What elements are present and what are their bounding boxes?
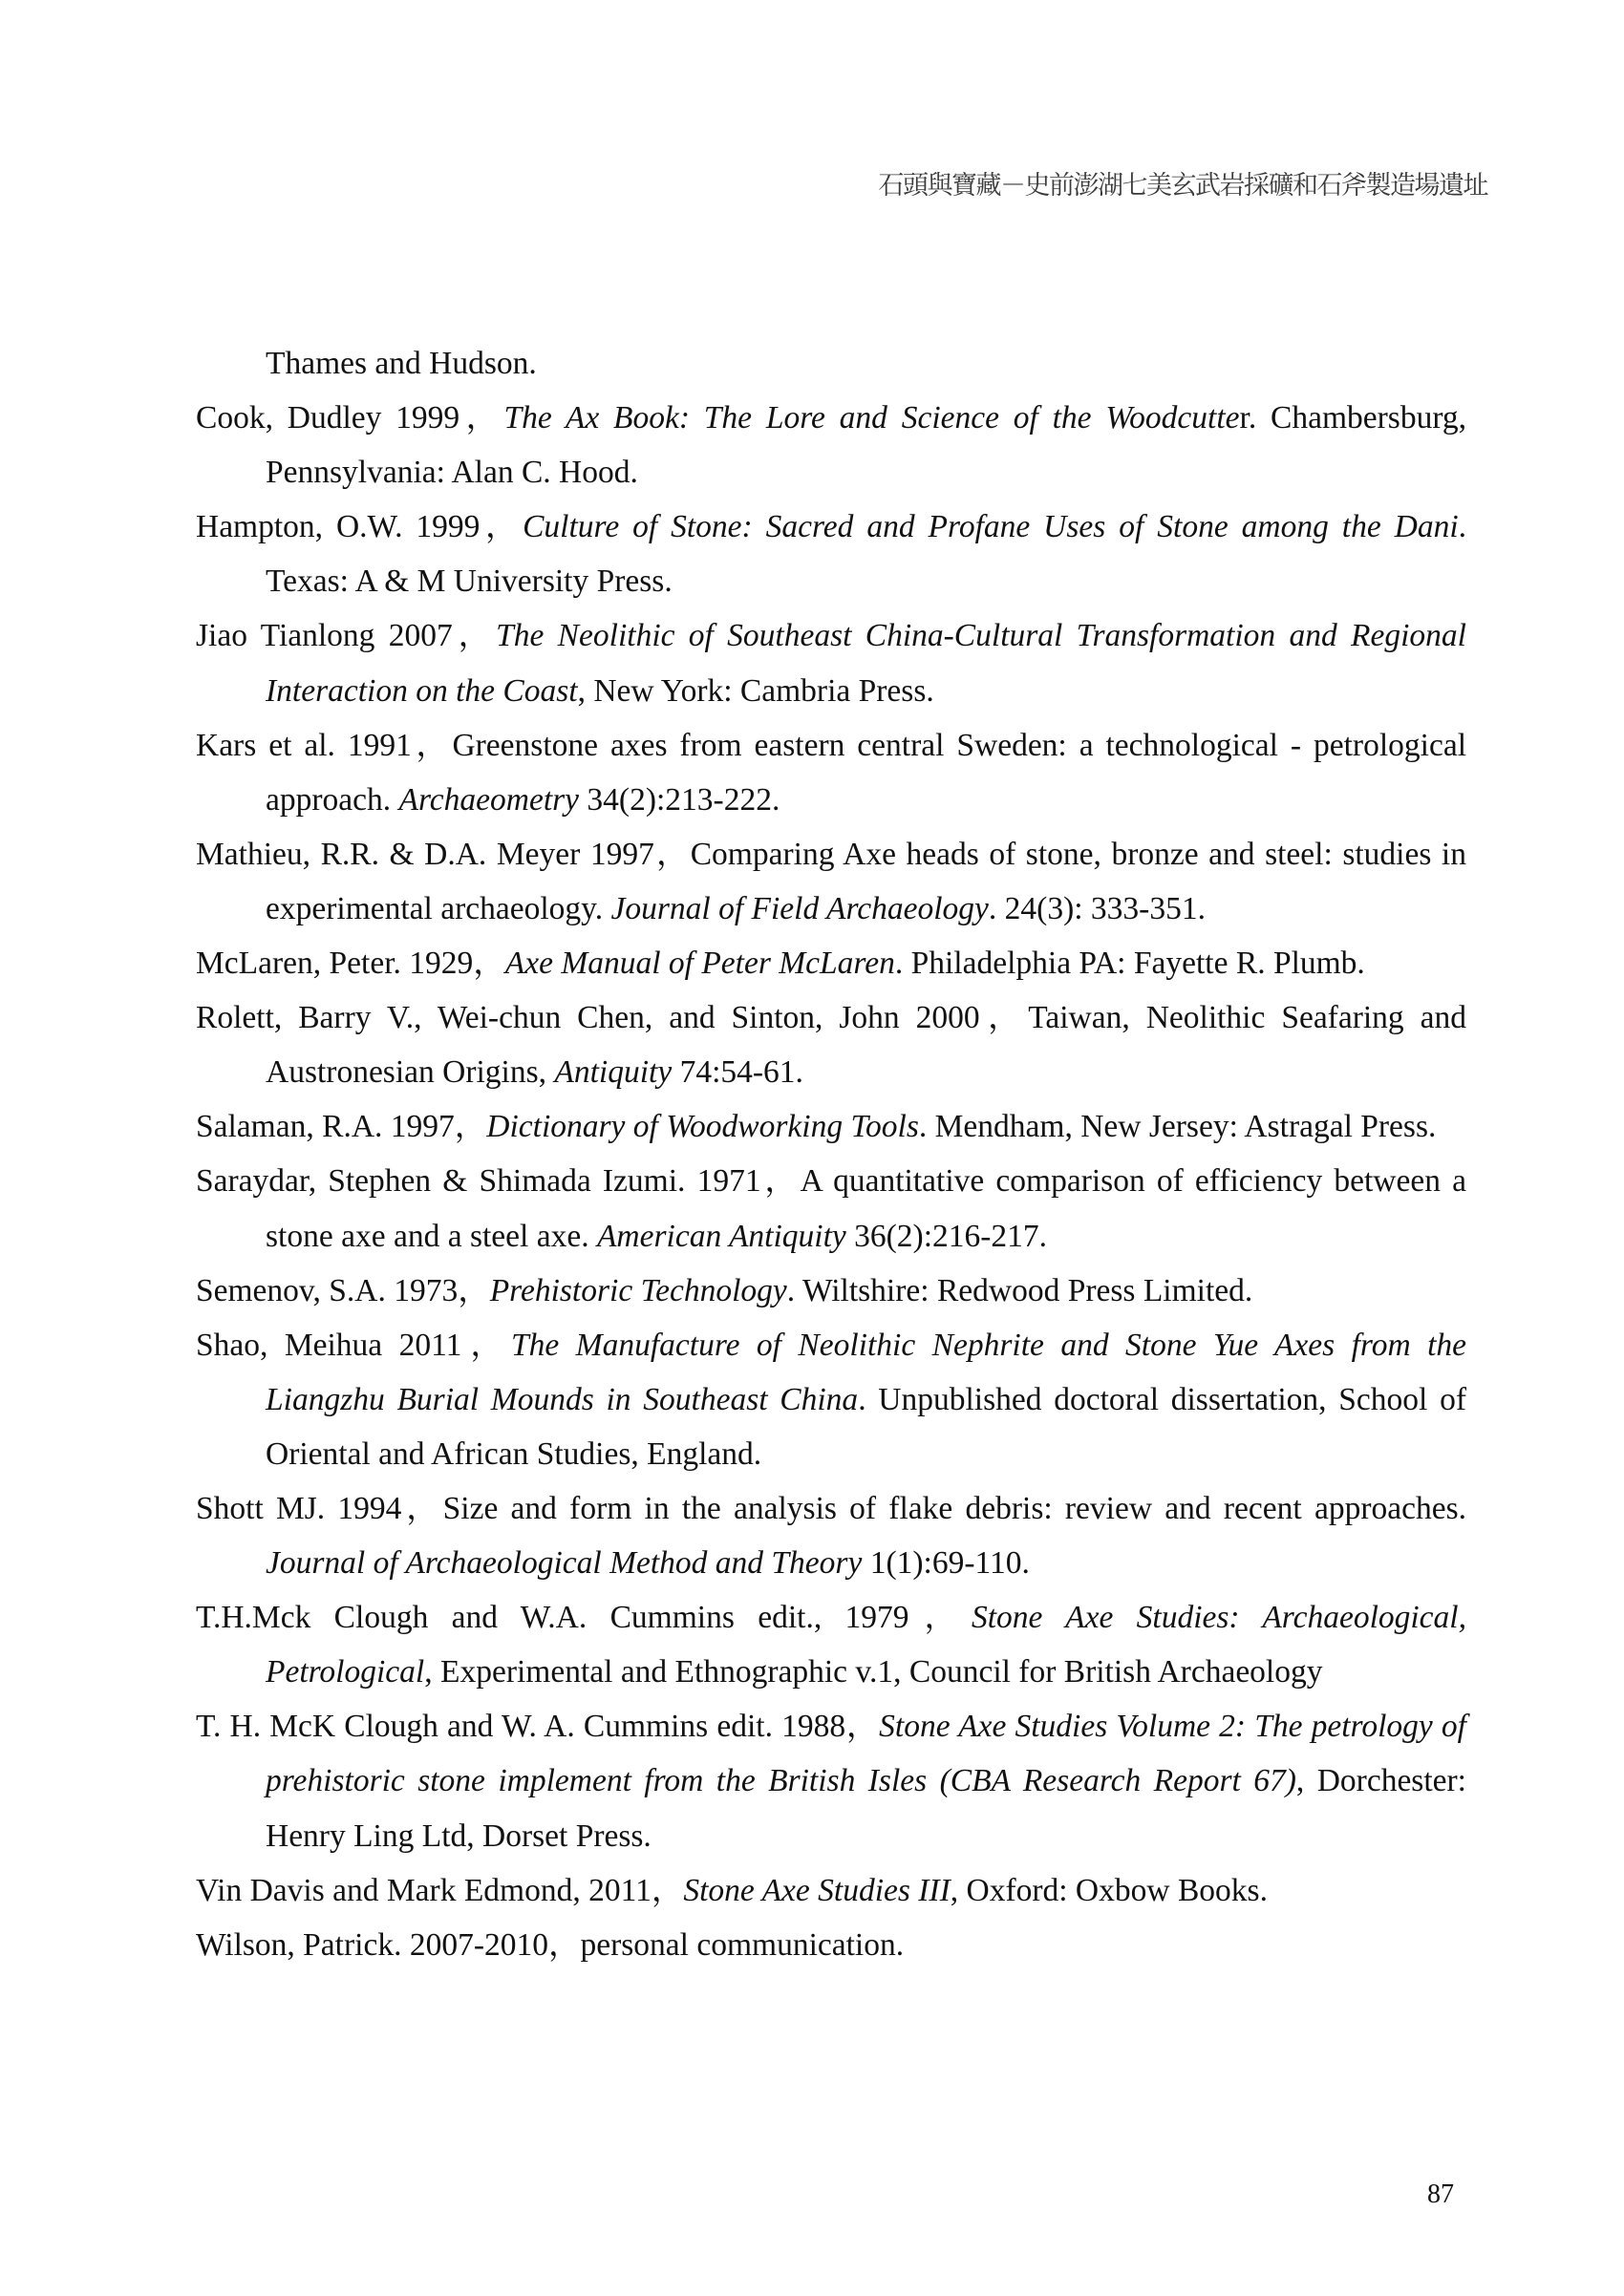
reference-title: Stone Axe Studies: Archaeological, Petrological: [266, 1600, 1466, 1690]
reference-text: Hampton, O.W. 1999，: [196, 509, 524, 545]
reference-entry: [196, 1318, 1466, 1481]
reference-title: Journal of Archaeological Method and Theory: [266, 1545, 863, 1582]
reference-text: 74:54-61.: [672, 1054, 803, 1091]
reference-entry: [196, 1699, 1466, 1862]
reference-title: Dictionary of Woodworking Tools: [486, 1109, 919, 1145]
reference-text: , New York: Cambria Press.: [577, 672, 934, 709]
reference-list: [196, 336, 1466, 1972]
reference-text: Vin Davis and Mark Edmond, 2011，: [196, 1872, 684, 1908]
reference-entry: [196, 500, 1466, 608]
reference-text: r. Chambersburg, Pennsylvania: Alan C. Hood.: [266, 400, 1466, 491]
reference-text: Shott MJ. 1994，Size and form in the analysis of flake debris: review and recent approaches.: [196, 1490, 1466, 1526]
reference-text: . Texas: A & M University Press.: [266, 509, 1466, 600]
reference-entry: [196, 1918, 1466, 1972]
reference-text: Semenov, S.A. 1973，: [196, 1272, 490, 1308]
reference-title: Stone Axe Studies Volume 2: The petrology of prehistoric stone implement from the British Isles (CBA Research Report 67): [266, 1709, 1466, 1799]
reference-title: Antiquity: [554, 1054, 673, 1091]
reference-text: McLaren, Peter. 1929，: [196, 946, 505, 982]
reference-text: 1(1):69-110.: [862, 1545, 1030, 1582]
reference-title: Journal of Field Archaeology: [610, 890, 989, 926]
reference-entry: [196, 336, 1466, 391]
reference-entry: [196, 1099, 1466, 1154]
reference-text: 36(2):216-217.: [845, 1218, 1048, 1254]
reference-text: Shao, Meihua 2011，: [196, 1327, 511, 1363]
reference-title: Axe Manual of Peter McLaren: [504, 946, 895, 982]
reference-text: 34(2):213-222.: [579, 781, 780, 818]
reference-entry: [196, 1590, 1466, 1699]
reference-entry: [196, 1264, 1466, 1318]
reference-text: . Mendham, New Jersey: Astragal Press.: [918, 1109, 1437, 1145]
reference-text: Jiao Tianlong 2007，: [196, 618, 497, 654]
reference-entry: [196, 1863, 1466, 1918]
reference-text: T.H.Mck Clough and W.A. Cummins edit., 1979，: [196, 1600, 972, 1636]
reference-text: Kars et al. 1991，Greenstone axes from eastern central Sweden: a technological - petrological approach.: [196, 727, 1466, 818]
reference-title: Archaeometry: [398, 781, 580, 818]
reference-text: , Oxford: Oxbow Books.: [950, 1872, 1268, 1908]
running-header: 石頭與寶藏－史前澎湖七美玄武岩採礦和石斧製造場遺址: [878, 171, 1487, 201]
reference-entry: [196, 391, 1466, 500]
reference-text: Cook, Dudley 1999，: [196, 400, 504, 436]
reference-text: Saraydar, Stephen & Shimada Izumi. 1971，A quantitative comparison of efficiency between a stone axe and a steel axe.: [196, 1163, 1466, 1254]
page-number: 87: [1427, 2179, 1454, 2209]
reference-entry: [196, 936, 1466, 990]
reference-entry: [196, 1481, 1466, 1590]
reference-title: Culture of Stone: Sacred and Profane Uses of Stone among the Dani: [523, 509, 1459, 545]
reference-title: Prehistoric Technology: [489, 1272, 787, 1308]
reference-text: Thames and Hudson.: [266, 346, 537, 381]
reference-text: . Wiltshire: Redwood Press Limited.: [786, 1272, 1253, 1308]
reference-entry: [196, 990, 1466, 1099]
reference-text: . Unpublished doctoral dissertation, School of Oriental and African Studies, England.: [266, 1381, 1466, 1472]
reference-entry: [196, 718, 1466, 827]
reference-entry: [196, 608, 1466, 717]
reference-title: The Neolithic of Southeast China-Cultural Transformation and Regional Interaction on the Coast: [266, 618, 1466, 709]
reference-text: . 24(3): 333-351.: [988, 890, 1206, 926]
reference-text: Wilson, Patrick. 2007-2010，personal communication.: [196, 1926, 905, 1963]
reference-text: Mathieu, R.R. & D.A. Meyer 1997，Comparing Axe heads of stone, bronze and steel: studies in experimental archaeology.: [196, 836, 1466, 926]
reference-text: Rolett, Barry V., Wei-chun Chen, and Sinton, John 2000，Taiwan, Neolithic Seafaring and Austronesian Origins,: [196, 1000, 1466, 1091]
reference-entry: [196, 827, 1466, 936]
reference-text: Salaman, R.A. 1997，: [196, 1109, 487, 1145]
reference-text: T. H. McK Clough and W. A. Cummins edit. 1988，: [196, 1709, 880, 1745]
reference-title: The Ax Book: The Lore and Science of the Woodcutte: [503, 400, 1240, 436]
reference-title: American Antiquity: [596, 1218, 846, 1254]
reference-title: Stone Axe Studies III: [683, 1872, 951, 1908]
reference-entry: [196, 1154, 1466, 1263]
reference-text: , Dorchester: Henry Ling Ltd, Dorset Press.: [266, 1763, 1466, 1854]
reference-text: . Philadelphia PA: Fayette R. Plumb.: [894, 946, 1365, 982]
reference-title: The Manufacture of Neolithic Nephrite and Stone Yue Axes from the Liangzhu Burial Mounds in Southeast China: [266, 1327, 1467, 1417]
reference-text: , Experimental and Ethnographic v.1, Council for British Archaeology: [424, 1654, 1323, 1690]
